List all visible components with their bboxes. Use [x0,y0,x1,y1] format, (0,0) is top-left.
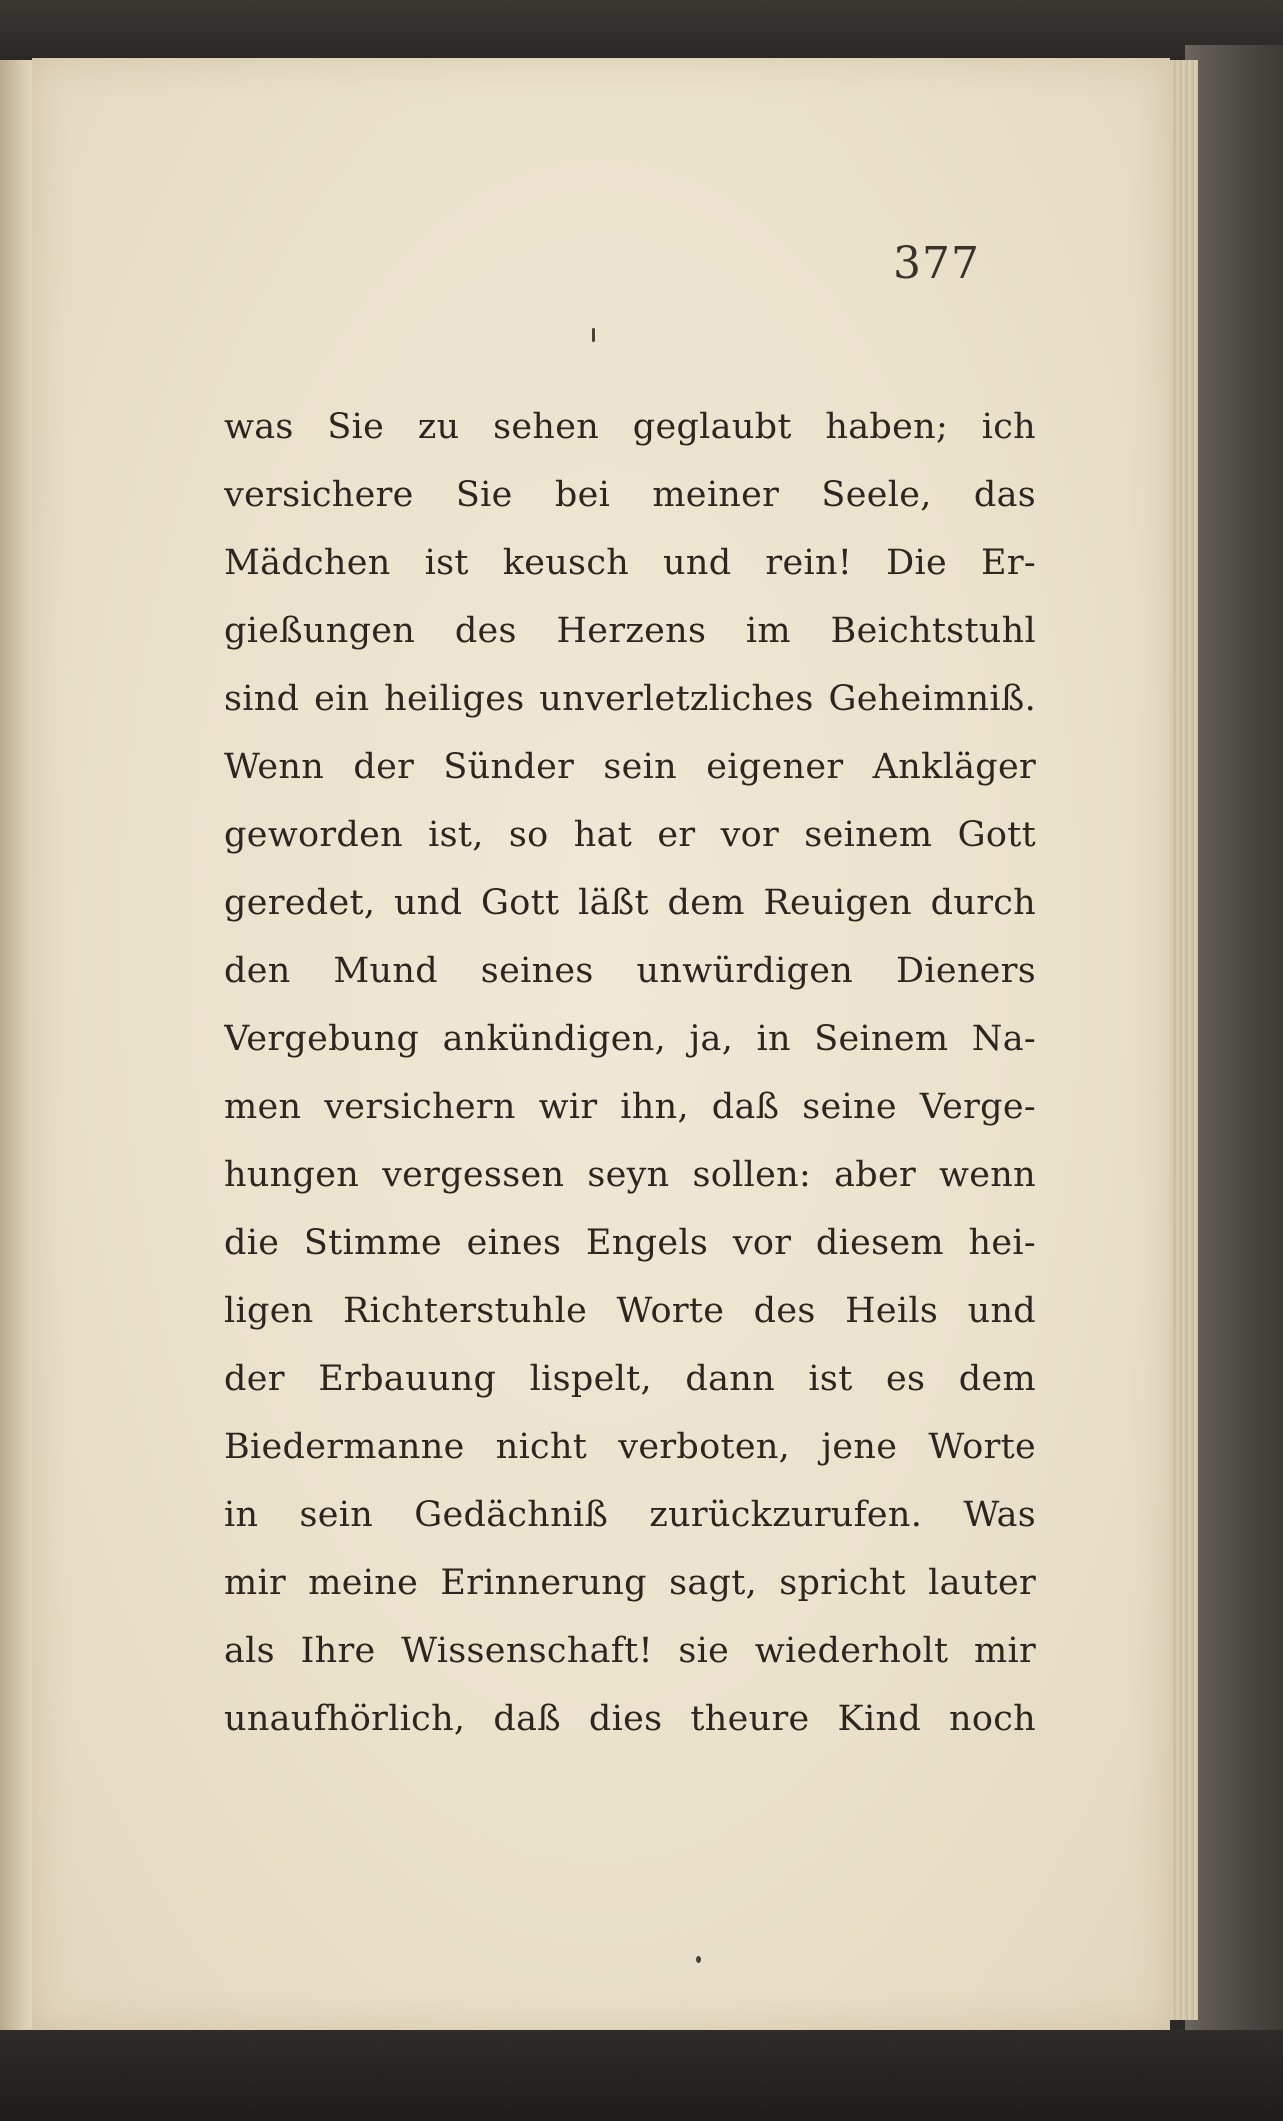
text-line: Biedermanne nicht verboten, jene Worte [224,1427,1036,1467]
text-line: ligen Richterstuhle Worte des Heils und [224,1291,1036,1331]
text-line: den Mund seines unwürdigen Dieners [224,951,1036,991]
text-line: der Erbauung lispelt, dann ist es dem [224,1359,1036,1399]
text-line: men versichern wir ihn, daß seine Verge- [224,1087,1036,1127]
page-number: 377 [893,238,980,289]
book-board-bottom [0,2030,1283,2121]
text-line: mir meine Erinnerung sagt, spricht lauter [224,1563,1036,1603]
text-line: in sein Gedächniß zurückzurufen. Was [224,1495,1036,1535]
text-line: versichere Sie bei meiner Seele, das [224,475,1036,515]
text-line: hungen vergessen seyn sollen: aber wenn [224,1155,1036,1195]
text-line: gießungen des Herzens im Beichtstuhl [224,611,1036,651]
text-line: geworden ist, so hat er vor seinem Gott [224,815,1036,855]
paper-speck [696,1956,701,1963]
text-line: sind ein heiliges unverletzliches Geheimniß. [224,679,1036,719]
text-line: Vergebung ankündigen, ja, in Seinem Na- [224,1019,1036,1059]
text-line: die Stimme eines Engels vor diesem hei- [224,1223,1036,1263]
book-cover-edge [1185,45,1283,2040]
text-line: Mädchen ist keusch und rein! Die Er- [224,543,1036,583]
text-line: unaufhörlich, daß dies theure Kind noch [224,1699,1036,1739]
book-board-top [0,0,1283,60]
text-line: was Sie zu sehen geglaubt haben; ich [224,407,1036,447]
text-line: geredet, und Gott läßt dem Reuigen durch [224,883,1036,923]
paper-speck [592,328,595,342]
body-text [224,393,1036,1753]
book-page [32,58,1170,2030]
text-line: als Ihre Wissenschaft! sie wiederholt mir [224,1631,1036,1671]
text-line: Wenn der Sünder sein eigener Ankläger [224,747,1036,787]
